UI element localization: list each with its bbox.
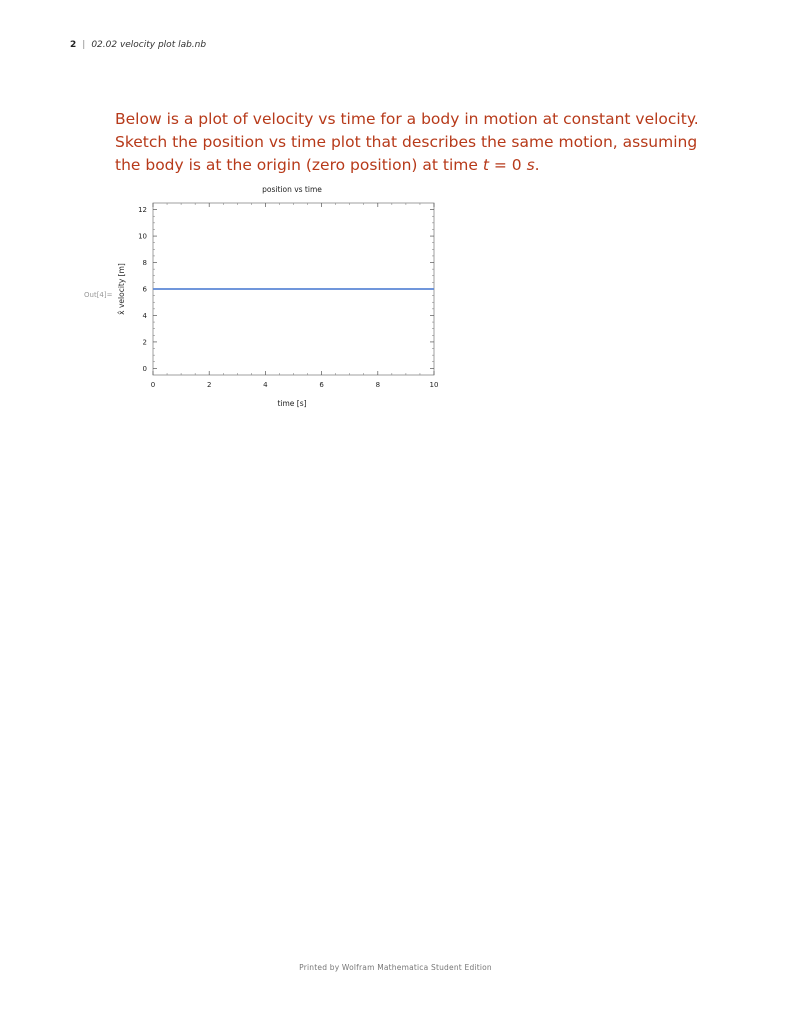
velocity-plot (100, 180, 450, 415)
x-tick-label: 2 (206, 381, 212, 389)
y-tick-label: 2 (142, 338, 147, 347)
chart-title: position vs time (262, 185, 322, 194)
tick-labels (138, 206, 438, 389)
output-cell-label: Out[4]= (84, 291, 113, 299)
y-tick-label: 8 (142, 259, 147, 268)
y-tick-label: 6 (142, 285, 147, 294)
page-number: 2 (70, 40, 77, 50)
instruction-body: Below is a plot of velocity vs time for a body in motion at constant velocity. Sketch the position vs time plot that describes the same motion, assuming the body is at the origin (zero position) at time (115, 110, 699, 174)
y-tick-label: 0 (142, 364, 147, 373)
instruction-equals: = 0 (488, 156, 527, 174)
header-separator: | (82, 40, 86, 50)
footer-text: Printed by Wolfram Mathematica Student Edition (299, 963, 492, 972)
x-tick-label: 8 (375, 381, 381, 389)
time-variable: t (482, 156, 489, 174)
page-header (70, 40, 206, 50)
y-tick-label: 10 (138, 232, 147, 241)
x-axis-label: time [s] (277, 399, 307, 408)
y-axis-label: x̂ velocity [m] (117, 263, 126, 315)
instruction-end: . (534, 156, 540, 174)
instruction-text (115, 108, 715, 177)
y-tick-label: 4 (142, 311, 147, 320)
x-tick-label: 4 (263, 381, 268, 389)
notebook-file-name: 02.02 velocity plot lab.nb (91, 40, 207, 50)
x-tick-label: 0 (150, 381, 156, 389)
y-tick-label: 12 (138, 206, 147, 215)
time-unit: s (526, 156, 535, 174)
x-tick-label: 10 (429, 381, 439, 389)
x-tick-label: 6 (319, 381, 324, 389)
